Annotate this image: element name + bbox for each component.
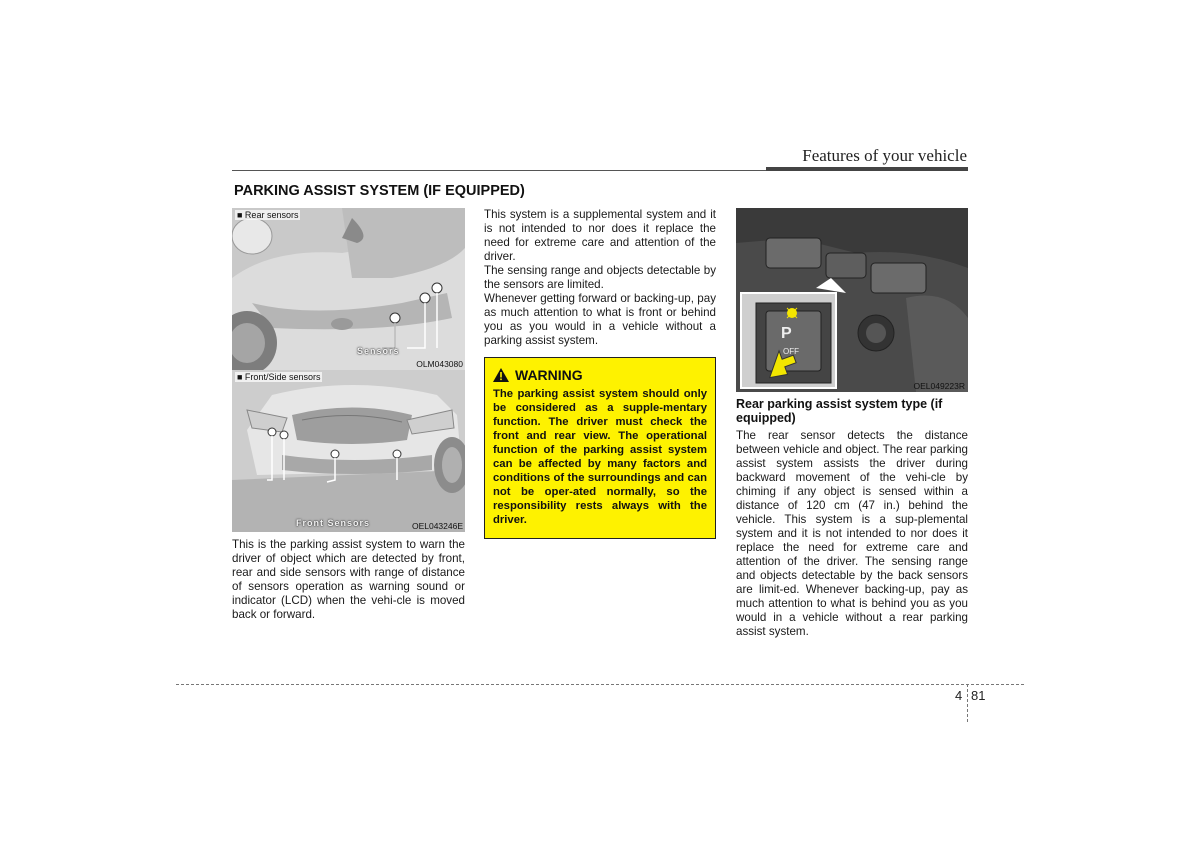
sensing-range-paragraph: The sensing range and objects detectable by the sensors are limited.: [484, 264, 716, 291]
warning-text: The parking assist system should only be considered as a supple-mentary function. The driver must check the front and rear view. The operational function of the parking assist system can be affected by many factors and conditions of the surroundings and can not be oper-ated normally, so the responsibility rests always with the driver.: [493, 388, 707, 526]
rear-system-paragraph: The rear sensor detects the distance between vehicle and object. The rear parking assist system assists the driver during backward movement of the vehi-cle by chiming if any object is sensed within a distance of 120 cm (47 in.) behind the vehicle. This system is a sup-plemental system and it is not intended to nor does it replace the need for extreme care and attention of the driver. The sensing range and objects detectable by the back sensors are limit-ed. Whenever backing-up, pay as much attention to what is behind you as you would in a vehicle without a rear parking assist system.: [736, 429, 968, 638]
switch-figure-code: OEL049223R: [913, 381, 965, 391]
front-figure-code: OEL043246E: [411, 521, 463, 531]
parking-switch-figure: [736, 208, 968, 392]
rear-car-illustration: [232, 208, 465, 370]
left-column: [232, 208, 465, 622]
warning-header: [493, 367, 707, 383]
front-car-illustration: [232, 370, 465, 532]
section-title: PARKING ASSIST SYSTEM (IF EQUIPPED): [234, 183, 525, 199]
switch-off-text: OFF: [783, 347, 799, 356]
warning-triangle-icon: [493, 368, 509, 382]
rear-system-subheading: Rear parking assist system type (if equipped): [736, 397, 943, 425]
rear-sensors-figure: [232, 208, 465, 370]
rear-sensors-caption: Sensors: [357, 346, 400, 356]
switch-p-letter: P: [781, 325, 792, 342]
warning-box: [484, 357, 716, 539]
front-sensors-caption: Front Sensors: [296, 518, 371, 528]
page-header-title: Features of your vehicle: [802, 146, 967, 165]
chapter-number: 4: [955, 688, 963, 703]
footer-divider: [967, 684, 968, 722]
middle-column: [484, 208, 716, 348]
front-sensors-label: ■ Front/Side sensors: [237, 372, 321, 382]
page-number: 81: [971, 688, 986, 703]
attention-paragraph: Whenever getting forward or backing-up, pay as much attention to what is front or behind you as you would in a vehicle without a parking assist system.: [484, 292, 716, 347]
right-column: [736, 208, 968, 639]
front-sensors-figure: [232, 370, 465, 532]
header-rule-accent: [766, 167, 968, 171]
footer-rule: [176, 684, 1024, 685]
supplemental-paragraph: This system is a supplemental system and it is not intended to nor does it replace the need for extreme care and attention of the driver.: [484, 208, 716, 263]
rear-figure-code: OLM043080: [416, 359, 463, 369]
dashboard-switch-illustration: [736, 208, 968, 392]
intro-paragraph: This is the parking assist system to warn the driver of object which are detected by front, rear and side sensors with range of distance of sensors operation as warning sound or indicator (LCD) when the vehi-cle is moved back or forward.: [232, 538, 465, 621]
rear-sensors-label: ■ Rear sensors: [237, 210, 299, 220]
warning-title: WARNING: [515, 367, 583, 383]
